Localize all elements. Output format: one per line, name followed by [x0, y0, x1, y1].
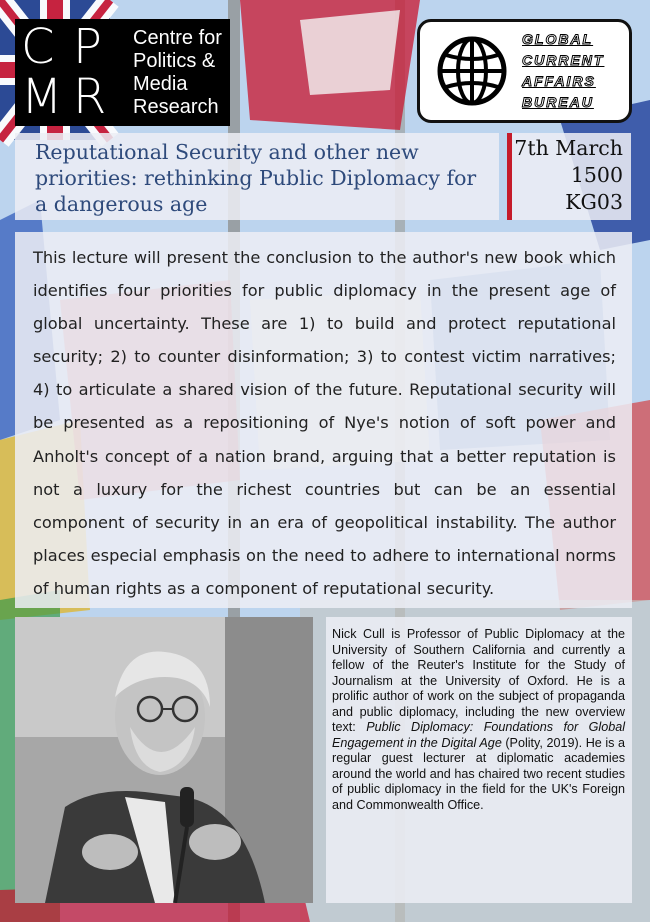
speaker-photo: [15, 617, 313, 903]
logo-line: Research: [133, 95, 219, 118]
logo-line: GLOBAL: [522, 31, 594, 47]
abstract-panel: [15, 232, 632, 608]
event-time: 1500: [570, 163, 623, 187]
cpmr-logo: [15, 19, 230, 126]
cpmr-letter: M: [21, 69, 63, 125]
logo-line: BUREAU: [522, 94, 594, 110]
cpmr-letter: R: [73, 69, 107, 125]
cpmr-logo-text: [127, 27, 222, 119]
logo-line: AFFAIRS: [522, 73, 596, 89]
cpmr-letter: P: [73, 19, 102, 75]
speaker-portrait: [15, 617, 313, 903]
bio-text-part: (Polity, 2019). He is a regular guest lecturer at diplomatic academies around the world and has chaired two recent studies of public diplomacy in the field for the UK's Foreign and Commonwealth Office.: [332, 735, 625, 812]
globe-icon: [436, 35, 508, 107]
gcab-logo: [417, 19, 632, 123]
event-details-panel: [507, 133, 631, 220]
abstract-text: This lecture will present the conclusion to the author's new book which identifies four priorities for public diplomacy in the present age of global uncertainty. These are 1) to build and protect reputational security; 2) to counter disinformation; 3) to contest victim narratives; 4) to articulate a shared vision of the future. Reputational security will be presented as a repositioning of Nye's notion of soft power and Anholt's concept of a nation brand, arguing that a better reputation is not a luxury for the richest countries but can be an essential component of security in an era of geopolitical instability. The author places especial emphasis on the need to adhere to international norms of human rights as a component of reputational security.: [33, 248, 616, 598]
logo-line: Centre for: [133, 26, 222, 49]
event-title: Reputational Security and other new priorities: rethinking Public Diplomacy for a dangerous age: [35, 140, 477, 216]
cpmr-monogram: [15, 19, 127, 126]
speaker-bio-panel: [326, 617, 632, 903]
event-title-panel: [15, 133, 499, 220]
book-title: Public Diplomacy: Foundations for Global Engagement in the Digital Age: [332, 720, 626, 750]
logo-line: Politics &: [133, 49, 216, 72]
event-details: [514, 135, 623, 216]
bio-text-part: Nick Cull is Professor of Public Diplomacy at the University of Southern California and currently a fellow of the Reuter's Institute for the Study of Journalism at the University of Oxford. He is a prolific author of work on the subject of propaganda and public diplomacy, including the new overview text:: [332, 627, 625, 734]
speaker-bio: [332, 627, 625, 813]
event-room: KG03: [565, 190, 623, 214]
logo-line: CURRENT: [522, 52, 605, 68]
gcab-text: [522, 29, 604, 113]
cpmr-letter: C: [21, 19, 55, 75]
logo-line: Media: [133, 72, 188, 95]
event-date: 7th March: [514, 136, 623, 160]
